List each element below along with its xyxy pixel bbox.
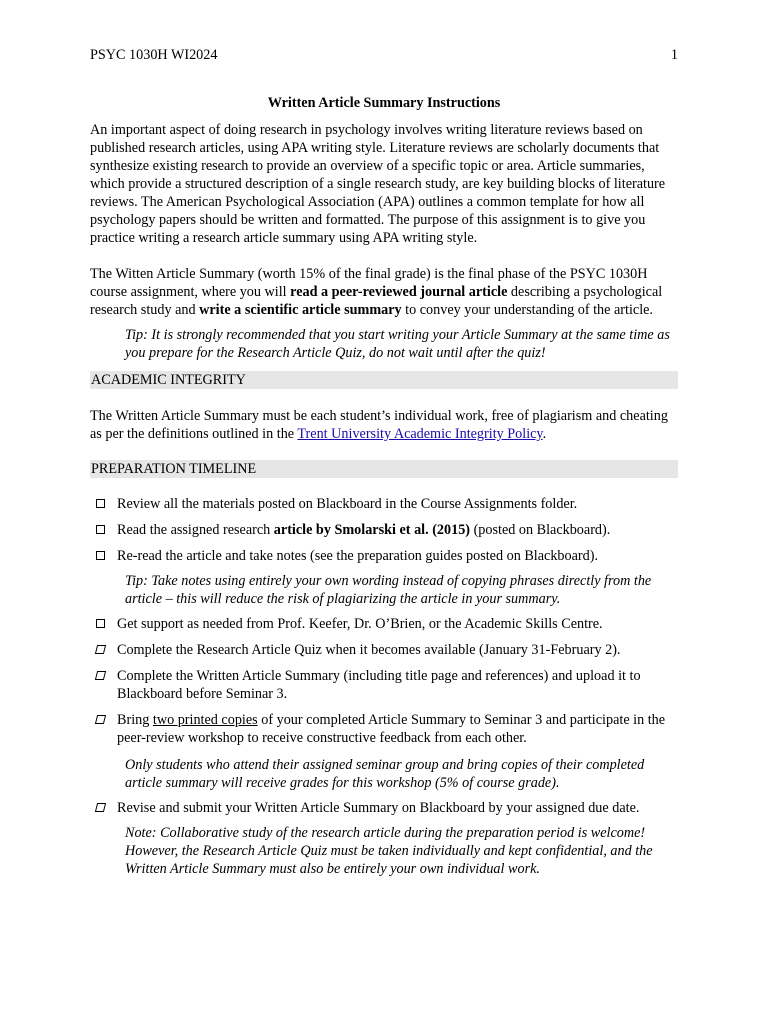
item-text: Get support as needed from Prof. Keefer, Dr. O’Brien, or the Academic Skills Centre.	[117, 616, 603, 632]
overview-text-2: describing a psychological research study and	[90, 284, 663, 318]
checkbox-icon	[95, 671, 106, 680]
item-bold-text: article by Smolarski et al. (2015)	[273, 522, 471, 538]
list-item	[90, 521, 678, 539]
note-workshop: Only students who attend their assigned seminar group and bring copies of their completed article summary will receive grades for this workshop (5% of course grade).	[125, 757, 645, 791]
list-item	[90, 547, 678, 565]
overview-text-3: to convey your understanding of the article.	[401, 302, 653, 318]
checkbox-icon	[96, 619, 105, 628]
academic-integrity-heading: ACADEMIC INTEGRITY	[90, 371, 678, 389]
intro-paragraph: An important aspect of doing research in psychology involves writing literature reviews based on published research articles, using APA writing style. Literature reviews are scholarly documents that synthesize existing research to provide an overview of a specific topic or area. Article summaries, which provide a structured description of a single research study, are key building blocks of literature reviews. The American Psychological Association (APA) outlines a common template for how all psychology papers should be written and formatted. The purpose of this assignment is to give you practice writing a research article summary using APA writing style.	[90, 122, 666, 246]
item-text: Re-read the article and take notes (see the preparation guides posted on Blackboard).	[117, 548, 599, 564]
list-item	[90, 641, 678, 659]
page-number: 1	[670, 47, 678, 63]
integrity-policy-link[interactable]: Trent University Academic Integrity Policy	[297, 426, 543, 442]
checkbox-icon	[96, 499, 105, 508]
item-text: Revise and submit your Written Article Summary on Blackboard by your assigned due date.	[117, 800, 640, 816]
academic-integrity-text: The Written Article Summary must be each student’s individual work, free of plagiarism and cheating as per the definitions outlined in the	[90, 408, 668, 442]
list-item	[90, 799, 678, 817]
checkbox-icon	[96, 551, 105, 560]
tip-notes: Tip: Take notes using entirely your own wording instead of copying phrases directly from the article – this will reduce the risk of plagiarizing the article in your summary.	[125, 573, 652, 607]
list-item	[90, 495, 678, 513]
item-text: Review all the materials posted on Blackboard in the Course Assignments folder.	[117, 496, 578, 512]
checkbox-icon	[95, 645, 106, 654]
item-text: Read the assigned research	[117, 522, 274, 538]
item-underlined-text: two printed copies	[152, 712, 258, 728]
academic-integrity-paragraph	[90, 407, 678, 443]
academic-integrity-end: .	[542, 426, 547, 442]
overview-bold-2: write a scientific article summary	[199, 302, 402, 318]
page-header	[90, 46, 678, 64]
preparation-timeline-heading: PREPARATION TIMELINE	[90, 460, 678, 478]
item-text: of your completed Article Summary to Seminar 3 and participate in the peer-review workshop to receive constructive feedback from each other.	[117, 712, 666, 746]
timeline-checklist	[90, 495, 678, 878]
document-title: Written Article Summary Instructions	[267, 95, 501, 111]
item-text: (posted on Blackboard).	[470, 522, 611, 538]
note-block	[90, 756, 678, 792]
list-item	[90, 615, 678, 633]
list-item	[90, 667, 678, 703]
overview-bold-1: read a peer-reviewed journal article	[290, 284, 508, 300]
item-text: Bring	[117, 712, 153, 728]
list-item	[90, 711, 678, 747]
course-code: PSYC 1030H WI2024	[90, 47, 218, 63]
item-text: Complete the Research Article Quiz when it becomes available (January 31-February 2).	[117, 642, 621, 658]
checkbox-icon	[95, 715, 106, 724]
overview-paragraph	[90, 265, 678, 319]
checkbox-icon	[95, 803, 106, 812]
checkbox-icon	[96, 525, 105, 534]
tip-block	[90, 572, 678, 608]
document-body	[90, 94, 678, 878]
tip-start-early: Tip: It is strongly recommended that you start writing your Article Summary at the same time as you prepare for the Research Article Quiz, do not wait until after the quiz!	[125, 327, 670, 361]
overview-text-1: The Witten Article Summary (worth 15% of the final grade) is the final phase of the PSYC 1030H course assignment, where you will	[90, 266, 648, 300]
note-block	[90, 824, 678, 878]
item-text: Complete the Written Article Summary (including title page and references) and upload it to Blackboard before Seminar 3.	[117, 668, 641, 702]
note-collaboration: Note: Collaborative study of the research article during the preparation period is welcome! However, the Research Article Quiz must be taken individually and kept confidential, and the Written Article Summary must also be entirely your own individual work.	[125, 825, 653, 877]
